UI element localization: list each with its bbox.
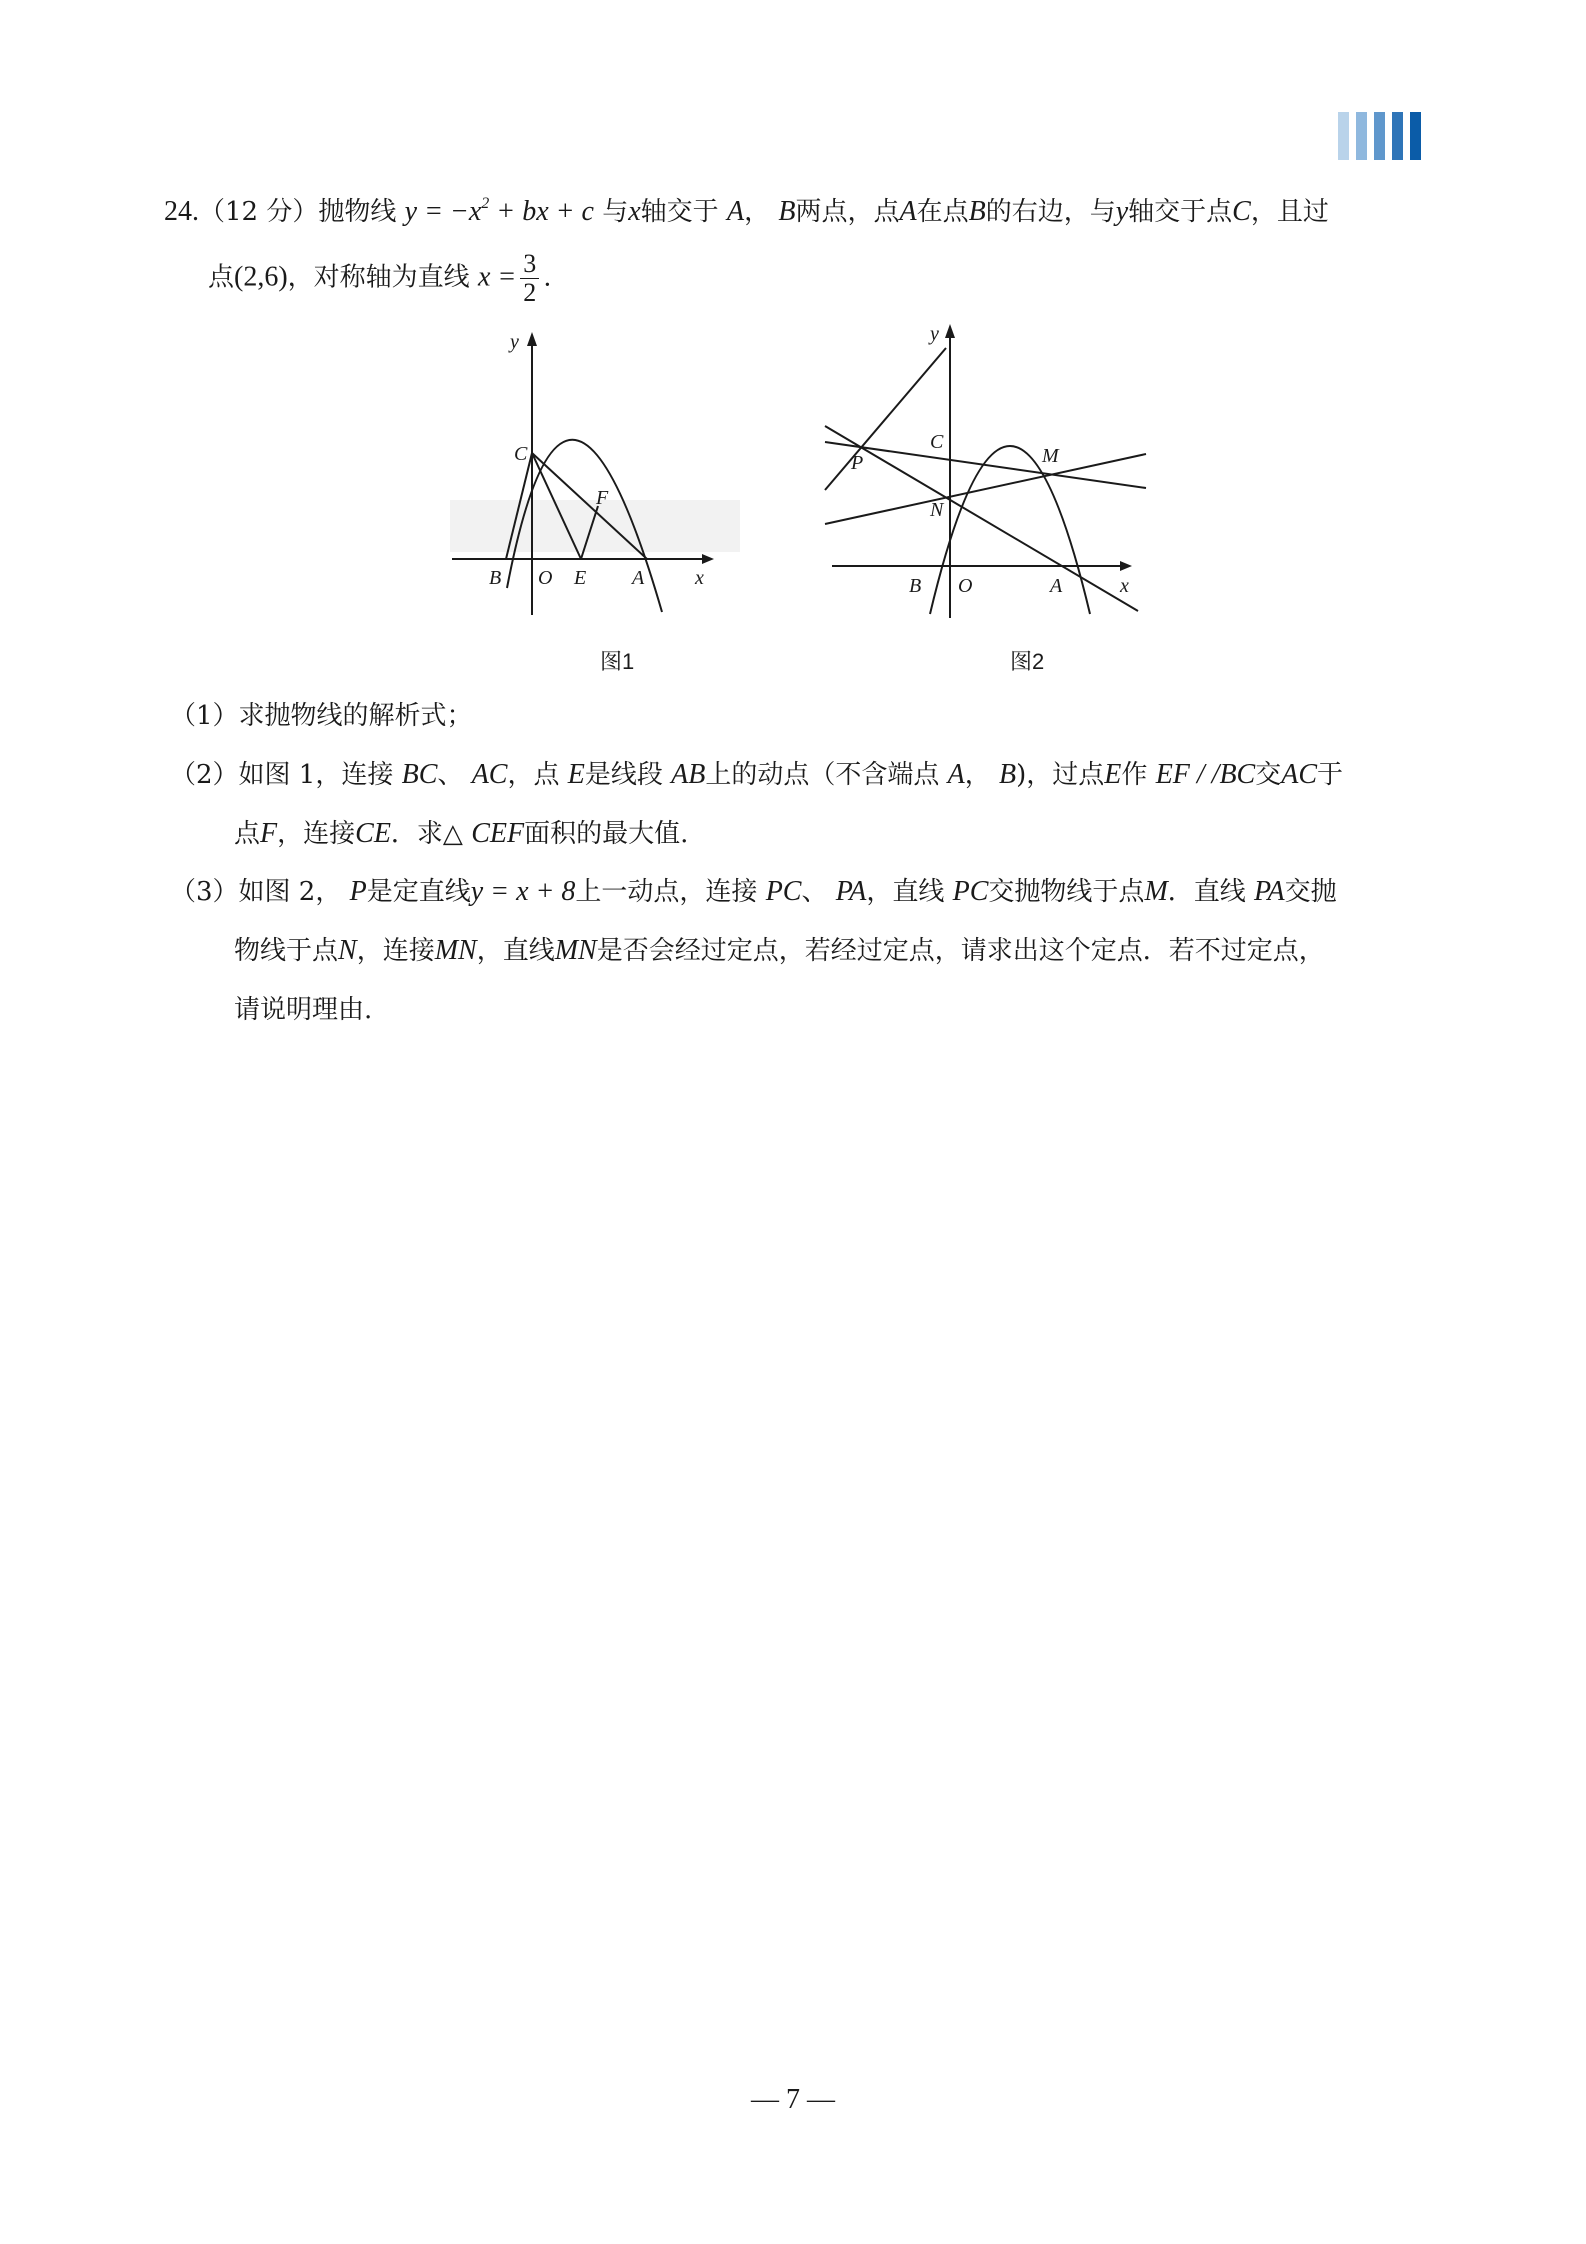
- label-y: y: [510, 331, 519, 353]
- label-o: O: [958, 575, 973, 597]
- label-m: M: [1042, 445, 1059, 467]
- label-y: y: [930, 323, 939, 345]
- label-b: B: [489, 567, 502, 589]
- label-c: C: [930, 431, 944, 453]
- header-decoration: [1338, 112, 1421, 160]
- parabola-equation: $y = -x^2$ + bx + c: [404, 195, 594, 227]
- page-number: — 7 —: [751, 2084, 835, 2115]
- label-f: F: [596, 487, 609, 509]
- y-axis-arrow: [527, 332, 537, 346]
- figure-2: [820, 316, 1160, 630]
- label-n: N: [930, 499, 944, 521]
- x-axis-arrow: [702, 554, 714, 564]
- figure-1-caption: 图1: [600, 649, 635, 674]
- y-axis-arrow: [945, 324, 955, 338]
- part-3-line-3: 请说明理由.: [234, 995, 373, 1025]
- part-3-line-2: 物线于点N，连接MN，直线MN是否会经过定点，若经过定点，请求出这个定点．若不过定点，: [234, 935, 1325, 966]
- decor-bar-2: [1356, 112, 1367, 160]
- question-line-1: 24.（12 分）抛物线 $y = -x^2$ + bx + c 与x轴交于 A， B两点，点A在点B的右边，与y轴交于点C，且过: [164, 195, 1329, 227]
- label-a: A: [1050, 575, 1063, 597]
- label-o: O: [538, 567, 553, 589]
- label-x: x: [1120, 575, 1129, 597]
- part-2-line-1: （2）如图 1，连接 BC、 AC，点 E是线段 AB上的动点（不含端点 A， B)，过点E作 EF / /BC交AC于: [170, 759, 1344, 790]
- label-b: B: [909, 575, 922, 597]
- x-axis-arrow: [1120, 561, 1132, 571]
- decor-bar-4: [1392, 112, 1403, 160]
- decor-bar-3: [1374, 112, 1385, 160]
- label-x: x: [695, 567, 704, 589]
- decor-bar-5: [1410, 112, 1421, 160]
- scan-shading: [450, 500, 740, 552]
- decor-bar-1: [1338, 112, 1349, 160]
- part-1: （1）求抛物线的解析式；: [170, 701, 473, 731]
- label-p: P: [851, 452, 864, 474]
- question-number: 24.: [164, 196, 199, 227]
- figure-1: [440, 320, 740, 620]
- axis-fraction: $\frac{3}{2}$: [520, 250, 539, 307]
- part-2-line-2: 点F，连接CE．求△ CEF面积的最大值.: [234, 818, 689, 849]
- line-pa: [825, 426, 1138, 611]
- label-c: C: [514, 443, 528, 465]
- label-e: E: [574, 567, 587, 589]
- figure-2-caption: 图2: [1010, 649, 1045, 674]
- label-a: A: [632, 567, 645, 589]
- line-y-eq-x-plus-8: [825, 348, 946, 490]
- question-line-2: 点(2,6)，对称轴为直线 x = $\frac{3}{2}$ .: [208, 249, 552, 307]
- part-3-line-1: （3）如图 2， P是定直线y = x + 8上一动点，连接 PC、 PA，直线 PC交抛物线于点M．直线 PA交抛: [170, 876, 1337, 907]
